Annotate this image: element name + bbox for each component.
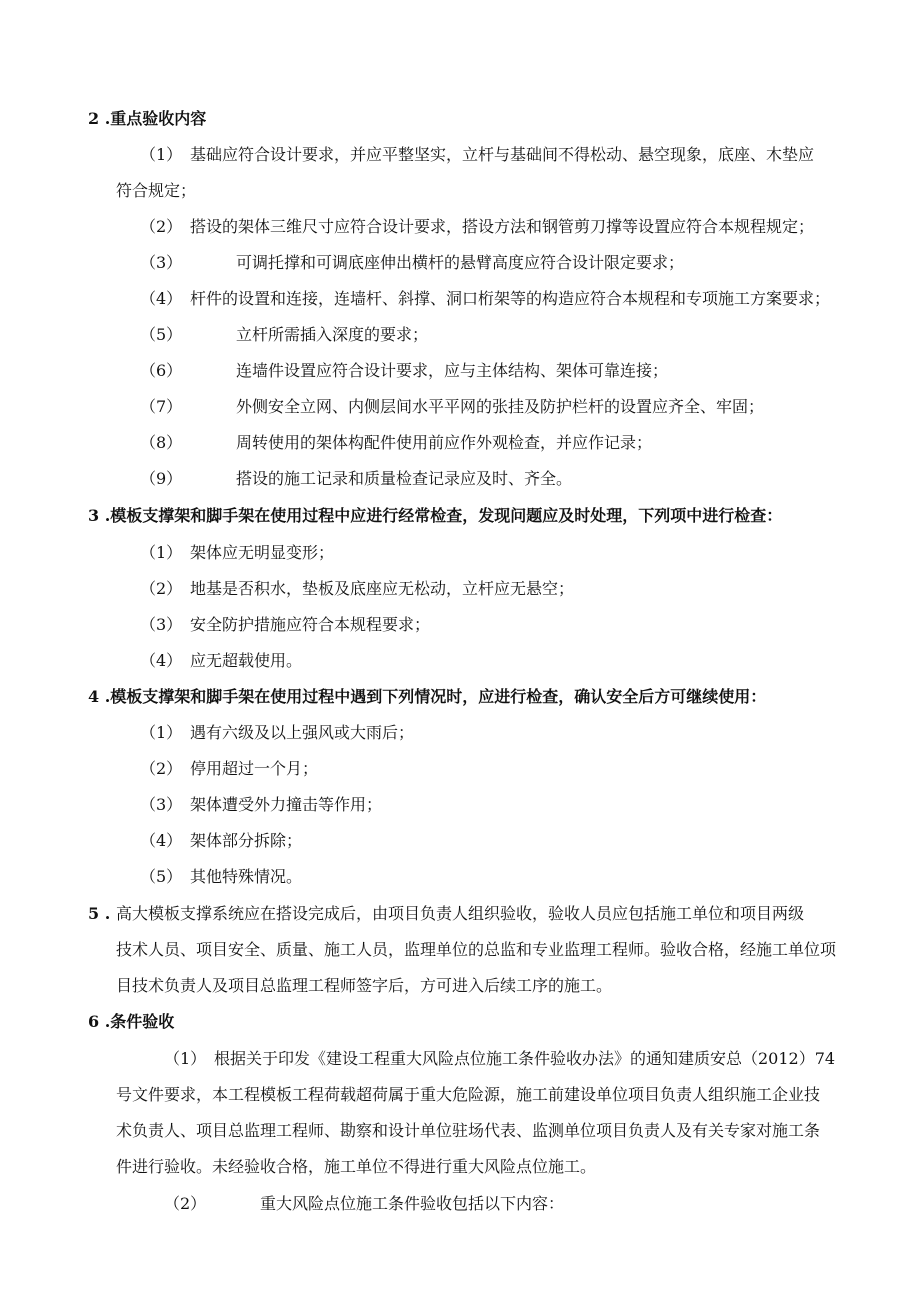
item-text: 地基是否积水，垫板及底座应无松动，立杆应无悬空；	[190, 579, 575, 598]
item-text: 杆件的设置和连接，连墙杆、斜撑、洞口桁架等的构造应符合本规程和专项施工方案要求；	[190, 289, 831, 308]
section-6-heading: 6 .条件验收	[88, 1012, 175, 1031]
item-text: 架体遭受外力撞击等作用；	[190, 795, 383, 814]
list-item	[140, 361, 668, 381]
item-number: （2）	[140, 217, 183, 236]
list-item	[140, 579, 574, 599]
list-item	[140, 867, 302, 887]
section-3-heading: 3 .模板支撑架和脚手架在使用过程中应进行经常检查，发现问题应及时处理，下列项中进行检查：	[88, 506, 783, 525]
item-number: （6）	[140, 361, 183, 380]
item-number: （3）	[140, 795, 183, 814]
paragraph-line: 目技术负责人及项目总监理工程师签字后，方可进入后续工序的施工。	[116, 976, 613, 995]
section-5-paragraph	[88, 904, 804, 924]
item-number: （1）	[164, 1049, 207, 1068]
paragraph-line: 件进行验收。未经验收合格，施工单位不得进行重大风险点位施工。	[116, 1157, 597, 1176]
item-number: （4）	[140, 831, 183, 850]
item-text: 遇有六级及以上强风或大雨后；	[190, 723, 415, 742]
paragraph-line: 技术人员、项目安全、质量、施工人员，监理单位的总监和专业监理工程师。验收合格，经施工单位项	[116, 940, 837, 959]
item-text: 重大风险点位施工条件验收包括以下内容：	[260, 1194, 565, 1213]
item-continuation: 符合规定；	[116, 181, 197, 200]
item-number: （1）	[140, 723, 183, 742]
item-text: 其他特殊情况。	[190, 867, 303, 886]
list-item	[140, 325, 428, 345]
list-item	[140, 397, 764, 417]
item-number: （4）	[140, 289, 183, 308]
item-number: （7）	[140, 397, 183, 416]
item-text: 搭设的架体三维尺寸应符合设计要求，搭设方法和钢管剪刀撑等设置应符合本规程规定；	[190, 217, 815, 236]
item-text: 搭设的施工记录和质量检查记录应及时、齐全。	[236, 469, 573, 488]
item-text: 外侧安全立网、内侧层间水平平网的张挂及防护栏杆的设置应齐全、牢固；	[236, 397, 765, 416]
list-item	[140, 651, 302, 671]
item-number: （5）	[140, 867, 183, 886]
list-item	[140, 145, 814, 165]
paragraph-6-1	[164, 1049, 835, 1069]
item-number: （3）	[140, 615, 183, 634]
paragraph-line: 号文件要求，本工程模板工程荷载超荷属于重大危险源，施工前建设单位项目负责人组织施工企业技	[116, 1085, 821, 1104]
item-number: （2）	[140, 759, 183, 778]
paragraph-line: 根据关于印发《建设工程重大风险点位施工条件验收办法》的通知建质安总（2012）74	[214, 1049, 836, 1068]
section-4-heading: 4 .模板支撑架和脚手架在使用过程中遇到下列情况时，应进行检查，确认安全后方可继续使用：	[88, 687, 767, 706]
item-text: 架体部分拆除；	[190, 831, 303, 850]
item-text: 安全防护措施应符合本规程要求；	[190, 615, 431, 634]
list-item	[140, 289, 830, 309]
item-number: （1）	[140, 543, 183, 562]
item-text: 连墙件设置应符合设计要求，应与主体结构、架体可靠连接；	[236, 361, 669, 380]
list-item	[140, 759, 318, 779]
list-item	[140, 795, 382, 815]
item-number: （2）	[164, 1194, 207, 1213]
item-text: 周转使用的架体构配件使用前应作外观检查，并应作记录；	[236, 433, 653, 452]
item-text: 架体应无明显变形；	[190, 543, 335, 562]
item-number: （3）	[140, 253, 183, 272]
section-2-heading: 2 .重点验收内容	[88, 109, 207, 128]
item-number: （1）	[140, 145, 183, 164]
item-text: 立杆所需插入深度的要求；	[236, 325, 429, 344]
item-text: 可调托撑和可调底座伸出横杆的悬臂高度应符合设计限定要求；	[236, 253, 685, 272]
item-text: 停用超过一个月；	[190, 759, 319, 778]
list-item	[140, 543, 334, 563]
item-number: （2）	[140, 579, 183, 598]
paragraph-line: 高大模板支撑系统应在搭设完成后，由项目负责人组织验收，验收人员应包括施工单位和项目两级	[116, 904, 805, 923]
section-5-number: 5 .	[88, 904, 111, 923]
list-item	[140, 831, 302, 851]
paragraph-line: 术负责人、项目总监理工程师、勘察和设计单位驻场代表、监测单位项目负责人及有关专家对施工条	[116, 1121, 821, 1140]
paragraph-6-2	[164, 1194, 564, 1214]
list-item	[140, 723, 414, 743]
item-number: （8）	[140, 433, 183, 452]
list-item	[140, 615, 430, 635]
item-text: 应无超载使用。	[190, 651, 303, 670]
item-text: 基础应符合设计要求，并应平整坚实，立杆与基础间不得松动、悬空现象，底座、木垫应	[190, 145, 815, 164]
list-item	[140, 469, 572, 489]
item-number: （9）	[140, 469, 183, 488]
item-number: （5）	[140, 325, 183, 344]
list-item	[140, 253, 684, 273]
list-item	[140, 217, 814, 237]
item-number: （4）	[140, 651, 183, 670]
list-item	[140, 433, 652, 453]
